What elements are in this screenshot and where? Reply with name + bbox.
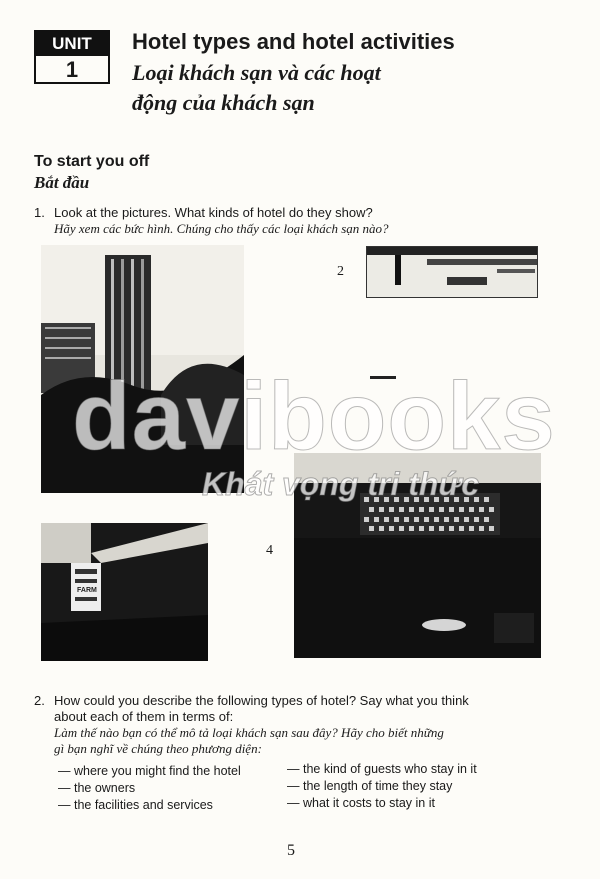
farm-sign-text: FARM [77, 587, 97, 594]
picture-4-number: 4 [266, 543, 273, 558]
question-2-english-line-2: about each of them in terms of: [54, 709, 234, 724]
list-item: — the owners [58, 781, 136, 795]
title-vi-line-1: Loại khách sạn và các hoạt [132, 60, 381, 85]
criteria-list-left [58, 763, 241, 814]
question-2-vietnamese-line-1: Làm thế nào bạn có thể mô tả loại khách sạn sau đây? Hãy cho biết những [54, 725, 444, 740]
unit-number: 1 [65, 57, 79, 82]
page-number: 5 [287, 842, 295, 859]
criteria-list-right [287, 761, 477, 812]
farmhouse-inn-illustration [41, 523, 208, 661]
page-title-vietnamese [132, 58, 532, 118]
picture-2-number: 2 [337, 264, 344, 279]
question-1-vietnamese: Hãy xem các bức hình. Chúng cho thấy các loại khách sạn nào? [54, 221, 389, 236]
watermark-tagline: Khát vọng tri thức [202, 466, 480, 502]
question-1-number: 1. [34, 205, 45, 220]
list-item: — the facilities and services [58, 798, 213, 812]
list-item: — where you might find the hotel [58, 764, 241, 778]
street-building-illustration [367, 247, 537, 297]
page-title-english: Hotel types and hotel activities [132, 29, 455, 54]
question-1-english: Look at the pictures. What kinds of hotel do they show? [54, 205, 373, 220]
list-item: — the length of time they stay [287, 779, 453, 793]
section-heading-english: To start you off [34, 153, 150, 170]
question-2-vietnamese-line-2: gì bạn nghĩ về chúng theo phương diện: [54, 741, 262, 756]
unit-badge [34, 30, 110, 84]
section-heading-vietnamese: Bắt đầu [34, 173, 90, 192]
picture-3-farmhouse-inn [41, 523, 208, 661]
list-item: — the kind of guests who stay in it [287, 762, 477, 776]
unit-label: UNIT [36, 32, 108, 56]
question-2-english-line-1: How could you describe the following types of hotel? Say what you think [54, 693, 469, 708]
watermark-brand: davibooks [72, 363, 556, 470]
picture-2-street-building [366, 246, 538, 298]
question-2-number: 2. [34, 693, 45, 708]
title-vi-line-2: động của khách sạn [132, 90, 315, 115]
list-item: — what it costs to stay in it [287, 796, 435, 810]
